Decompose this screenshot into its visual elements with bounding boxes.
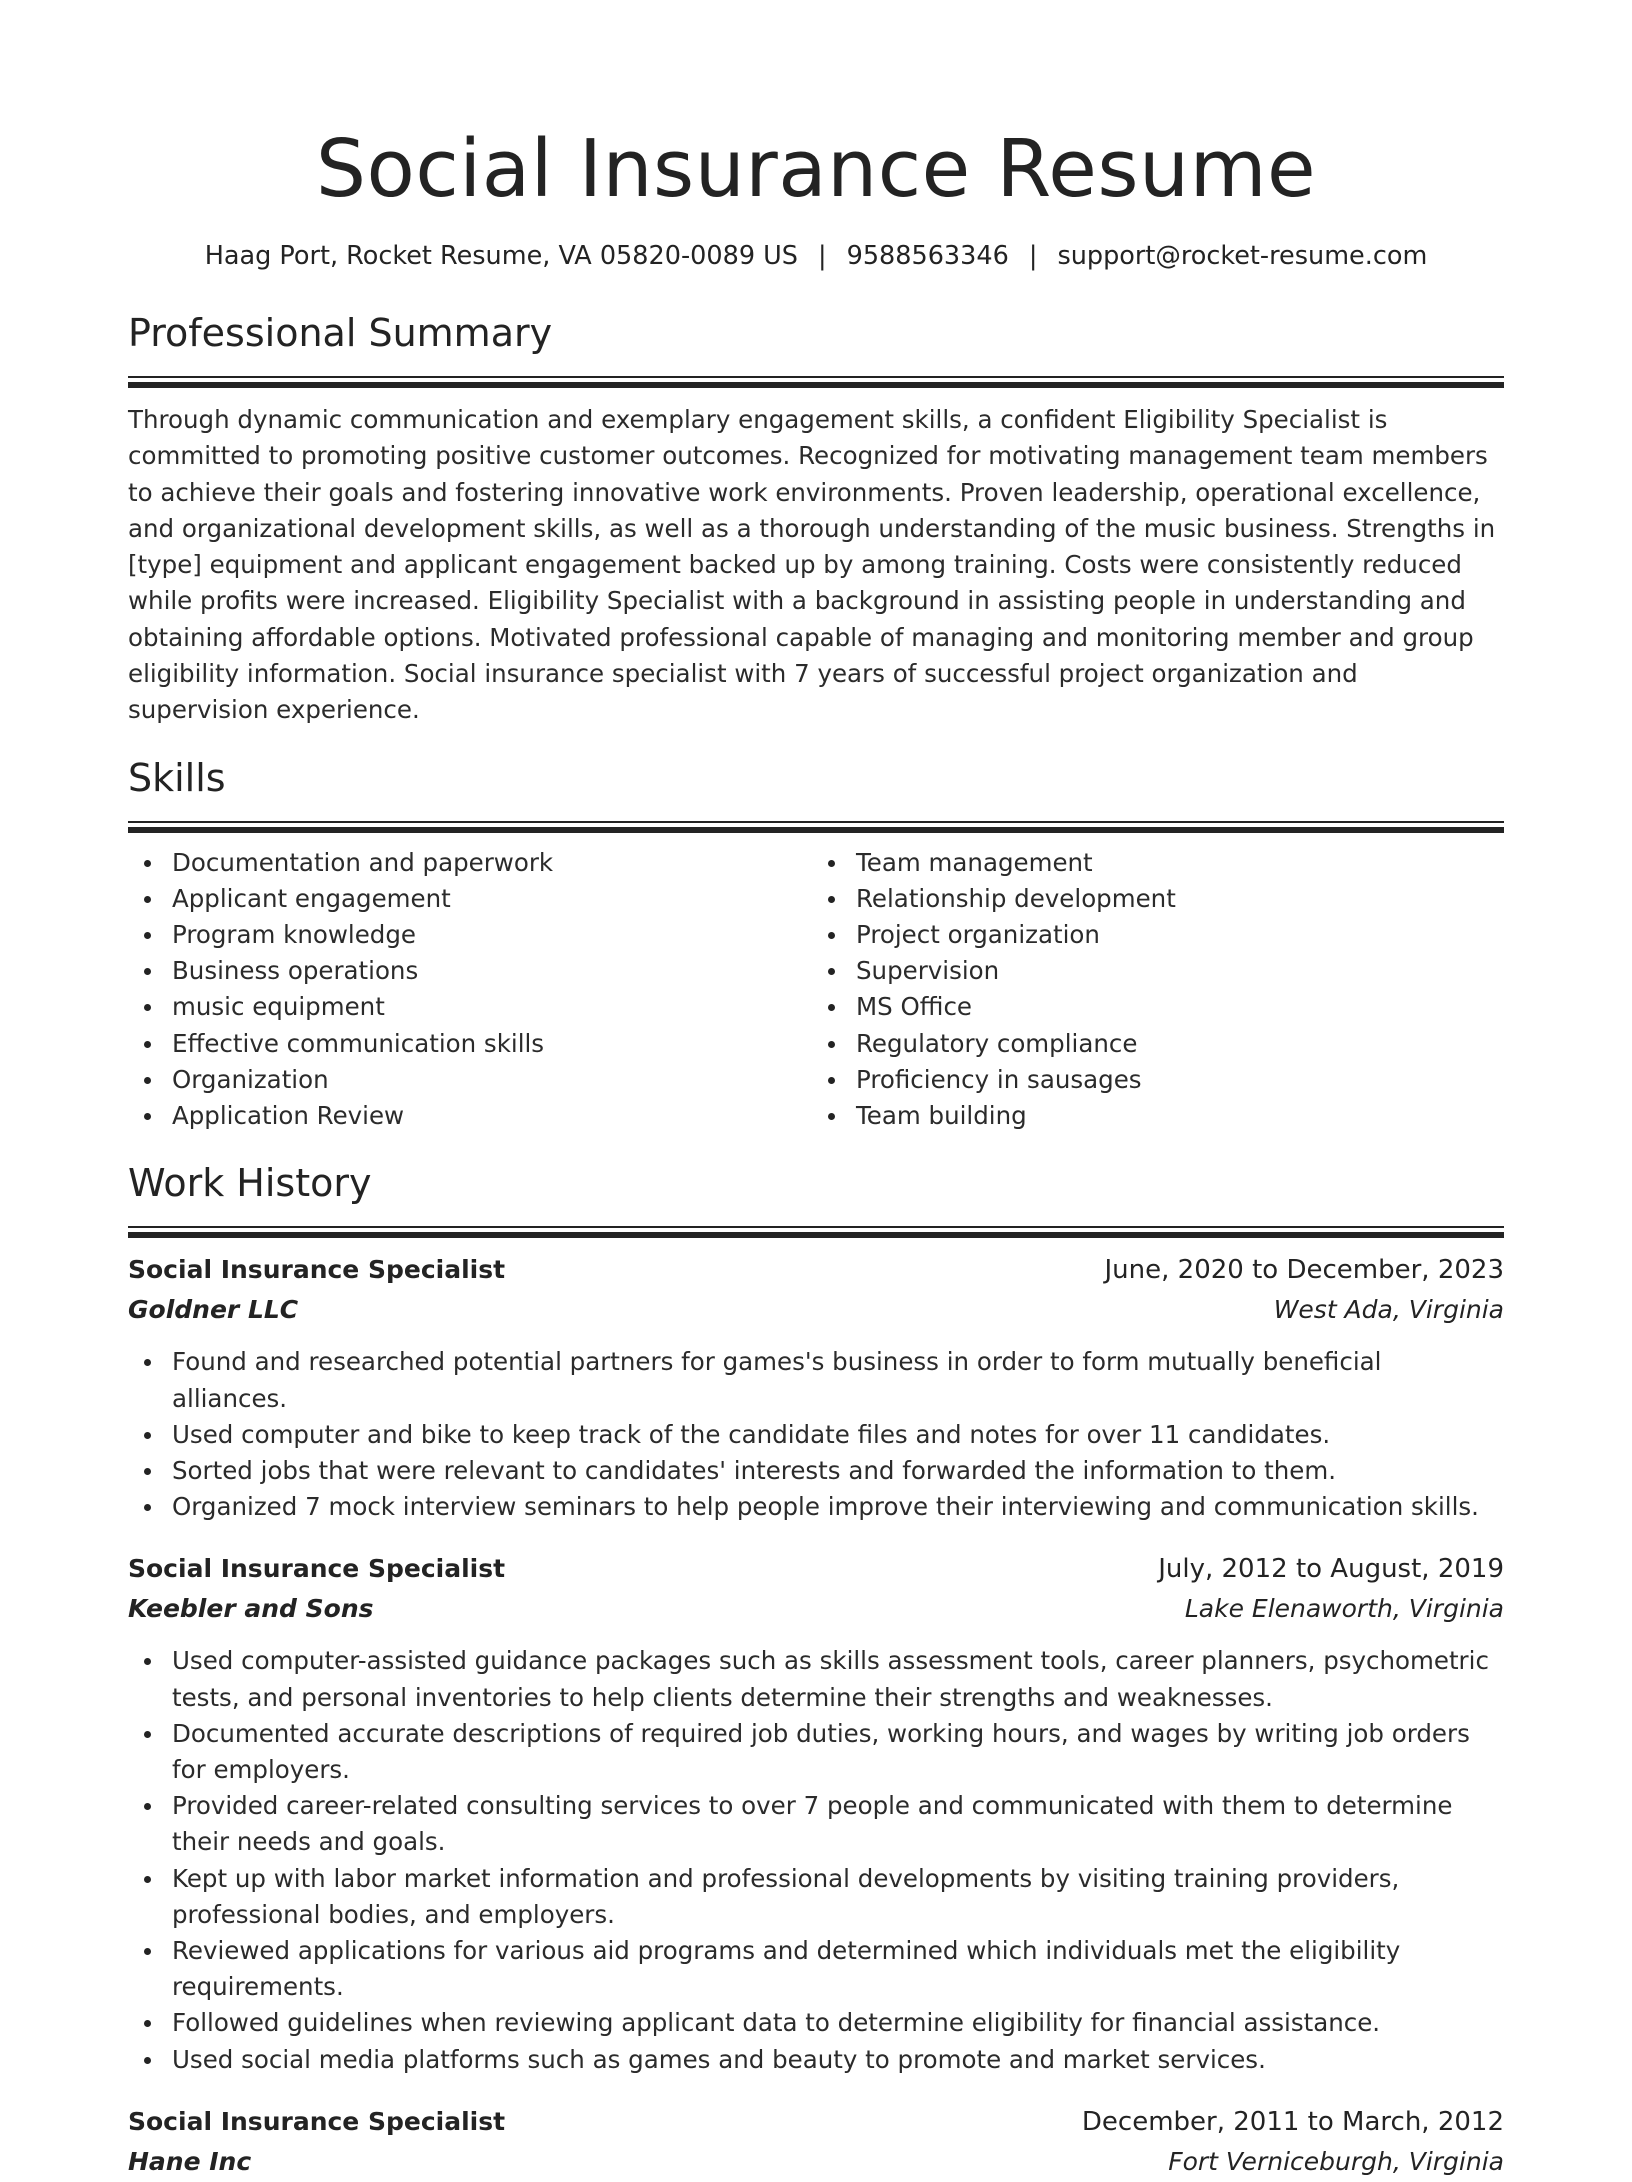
- job-bullet: Found and researched potential partners for games's business in order to form mutually beneficial alliances.: [172, 1344, 1504, 1416]
- job-dates: June, 2020 to December, 2023: [1104, 1255, 1504, 1286]
- skill-item: Effective communication skills: [172, 1026, 816, 1062]
- skill-item: Business operations: [172, 953, 816, 989]
- skill-item: music equipment: [172, 989, 816, 1025]
- job-bullets: [128, 1643, 1504, 2077]
- job-dates: December, 2011 to March, 2012: [1081, 2106, 1504, 2137]
- summary-section: [128, 308, 1504, 729]
- job-location: Fort Verniceburgh, Virginia: [1168, 2146, 1504, 2176]
- job-bullet: Used computer-assisted guidance packages such as skills assessment tools, career planners, psychometric tests, and personal inventories to help clients determine their strengths and weaknesses.: [172, 1643, 1504, 1715]
- job-entry: [128, 1250, 1504, 1525]
- job-company-row: [128, 2142, 1504, 2182]
- skill-item: Relationship development: [856, 881, 1504, 917]
- job-location: Lake Elenaworth, Virginia: [1184, 1594, 1504, 1624]
- skill-item: MS Office: [856, 989, 1504, 1025]
- skill-item: Program knowledge: [172, 917, 816, 953]
- job-title: Social Insurance Specialist: [128, 1554, 506, 1584]
- job-title: Social Insurance Specialist: [128, 1255, 506, 1285]
- job-company: Hane Inc: [128, 2146, 252, 2176]
- job-entry: [128, 2102, 1504, 2182]
- contact-phone: 9588563346: [846, 241, 1009, 271]
- contact-separator: |: [818, 241, 827, 271]
- job-header-row: [128, 1250, 1504, 1290]
- job-bullet: Documented accurate descriptions of required job duties, working hours, and wages by writing job orders for employers.: [172, 1716, 1504, 1788]
- contact-email: support@rocket-resume.com: [1057, 241, 1428, 271]
- job-bullet: Used computer and bike to keep track of the candidate files and notes for over 11 candidates.: [172, 1417, 1504, 1453]
- summary-heading: Professional Summary: [128, 311, 553, 355]
- section-divider: [128, 376, 1504, 388]
- skill-item: Project organization: [856, 917, 1504, 953]
- summary-text: Through dynamic communication and exemplary engagement skills, a confident Eligibility Specialist is committed to promoting positive customer outcomes. Recognized for motivating management team members to achieve their goals and fostering innovative work environments. Proven leadership, operational excellence, and organizational development skills, as well as a thorough understanding of the music business. Strengths in [type] equipment and applicant engagement backed up by among training. Costs were consistently reduced while profits were increased. Eligibility Specialist with a background in assisting people in understanding and obtaining affordable options. Motivated professional capable of managing and monitoring member and group eligibility information. Social insurance specialist with 7 years of successful project organization and supervision experience.: [128, 405, 1496, 725]
- skill-item: Applicant engagement: [172, 881, 816, 917]
- job-company-row: [128, 1589, 1504, 1629]
- job-entry: [128, 1549, 1504, 2077]
- work-history-heading: Work History: [128, 1161, 372, 1206]
- section-divider: [128, 1226, 1504, 1238]
- job-company: Goldner LLC: [128, 1295, 299, 1325]
- job-bullet: Sorted jobs that were relevant to candidates' interests and forwarded the information to them.: [172, 1453, 1504, 1489]
- contact-separator: |: [1028, 241, 1038, 271]
- job-bullet: Organized 7 mock interview seminars to help people improve their interviewing and communication skills.: [172, 1489, 1504, 1525]
- job-bullet: Used social media platforms such as games and beauty to promote and market services.: [172, 2042, 1504, 2078]
- skill-item: Regulatory compliance: [856, 1026, 1504, 1062]
- skill-item: Team management: [856, 845, 1504, 881]
- skill-item: Organization: [172, 1062, 816, 1098]
- job-bullet: Reviewed applications for various aid programs and determined which individuals met the eligibility requirements.: [172, 1933, 1504, 2005]
- skill-item: Proficiency in sausages: [856, 1062, 1504, 1098]
- contact-address: Haag Port, Rocket Resume, VA 05820-0089 US: [204, 241, 798, 271]
- skill-item: Documentation and paperwork: [172, 845, 816, 881]
- job-location: West Ada, Virginia: [1273, 1295, 1504, 1325]
- work-history-section: [128, 1158, 1504, 2181]
- contact-line: [128, 238, 1504, 274]
- job-dates: July, 2012 to August, 2019: [1158, 1554, 1504, 1585]
- skill-item: Supervision: [856, 953, 1504, 989]
- job-company: Keebler and Sons: [128, 1594, 374, 1624]
- job-bullet: Kept up with labor market information and professional developments by visiting training providers, professional bodies, and employers.: [172, 1861, 1504, 1933]
- job-bullets: [128, 1344, 1504, 1525]
- skills-heading: Skills: [128, 755, 226, 800]
- job-bullet: Followed guidelines when reviewing applicant data to determine eligibility for financial assistance.: [172, 2005, 1504, 2041]
- skill-item: Application Review: [172, 1098, 816, 1134]
- section-divider: [128, 821, 1504, 833]
- skills-section: [128, 753, 1504, 1135]
- job-bullet: Provided career-related consulting services to over 7 people and communicated with them to determine their needs and goals.: [172, 1788, 1504, 1860]
- skills-list-left: [128, 845, 816, 1135]
- job-title: Social Insurance Specialist: [128, 2106, 506, 2136]
- job-header-row: [128, 1549, 1504, 1589]
- skill-item: Team building: [856, 1098, 1504, 1134]
- skills-columns: [128, 845, 1504, 1135]
- job-company-row: [128, 1290, 1504, 1330]
- resume-title: Social Insurance Resume: [315, 123, 1317, 215]
- job-header-row: [128, 2102, 1504, 2142]
- skills-list-right: [816, 845, 1504, 1135]
